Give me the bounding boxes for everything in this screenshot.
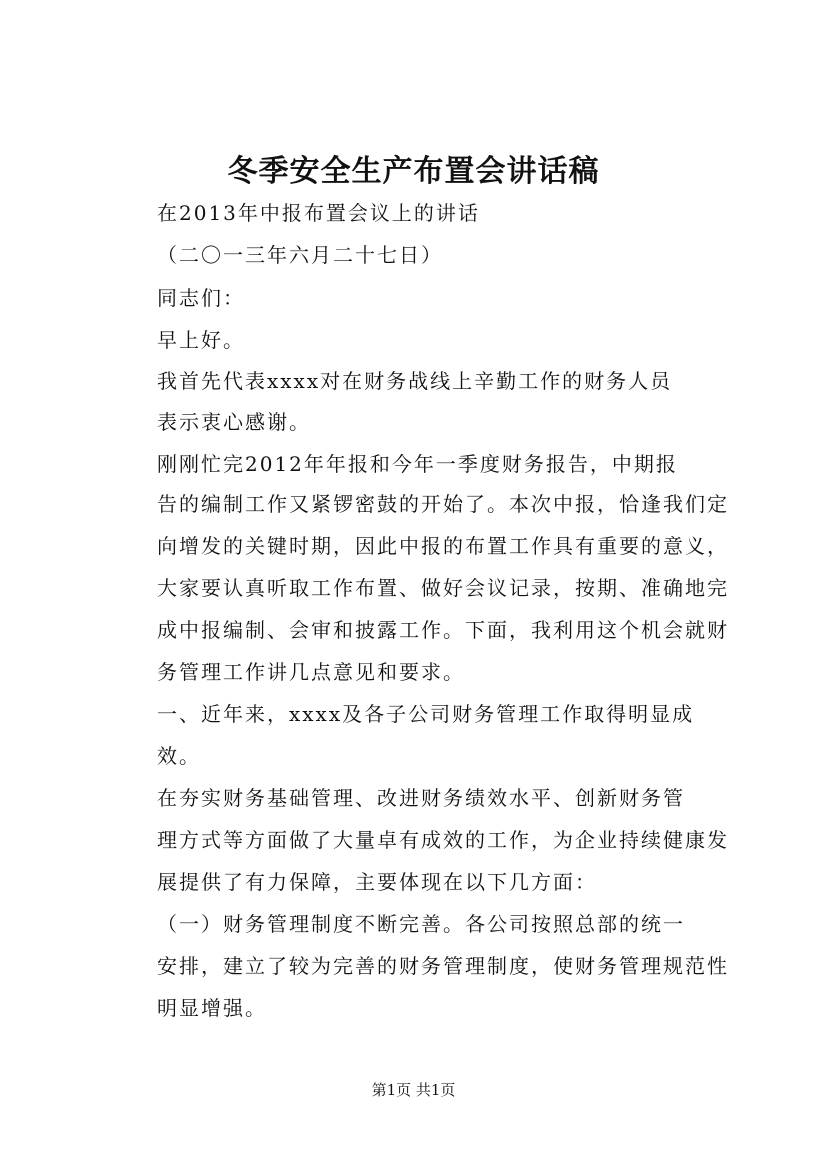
page-footer: 第1页 共1页 xyxy=(371,1081,456,1099)
text-line: 刚刚忙完2012年年报和今年一季度财务报告，中期报 xyxy=(157,452,678,476)
text-line: 明显增强。 xyxy=(157,996,267,1020)
text-line: 务管理工作讲几点意见和要求。 xyxy=(157,660,465,684)
text-line: 我首先代表xxxx对在财务战线上辛勤工作的财务人员 xyxy=(157,369,673,393)
text-line: 大家要认真听取工作布置、做好会议记录，按期、准确地完 xyxy=(157,576,729,600)
text-line: 告的编制工作又紧锣密鼓的开始了。本次中报，恰逢我们定 xyxy=(157,492,729,516)
text-line: 在夯实财务基础管理、改进财务绩效水平、创新财务管 xyxy=(157,786,685,810)
text-line: （一）财务管理制度不断完善。各公司按照总部的统一 xyxy=(157,912,685,936)
text-line: 表示衷心感谢。 xyxy=(157,410,311,434)
text-line: 向增发的关键时期，因此中报的布置工作具有重要的意义， xyxy=(157,534,729,558)
text-line: 理方式等方面做了大量卓有成效的工作，为企业持续健康发 xyxy=(157,828,729,852)
text-line: 成中报编制、会审和披露工作。下面，我利用这个机会就财 xyxy=(157,618,729,642)
text-line: 展提供了有力保障，主要体现在以下几方面： xyxy=(157,870,597,894)
text-line: 在2013年中报布置会议上的讲话 xyxy=(157,201,480,225)
text-line: 安排，建立了较为完善的财务管理制度，使财务管理规范性 xyxy=(157,954,729,978)
text-line: 效。 xyxy=(157,744,201,768)
text-line: （二〇一三年六月二十七日） xyxy=(157,243,443,267)
text-line: 早上好。 xyxy=(157,328,245,352)
text-line: 同志们： xyxy=(157,286,245,310)
text-line: 一、近年来，xxxx及各子公司财务管理工作取得明显成 xyxy=(157,702,695,726)
document-title: 冬季安全生产布置会讲话稿 xyxy=(227,154,600,189)
